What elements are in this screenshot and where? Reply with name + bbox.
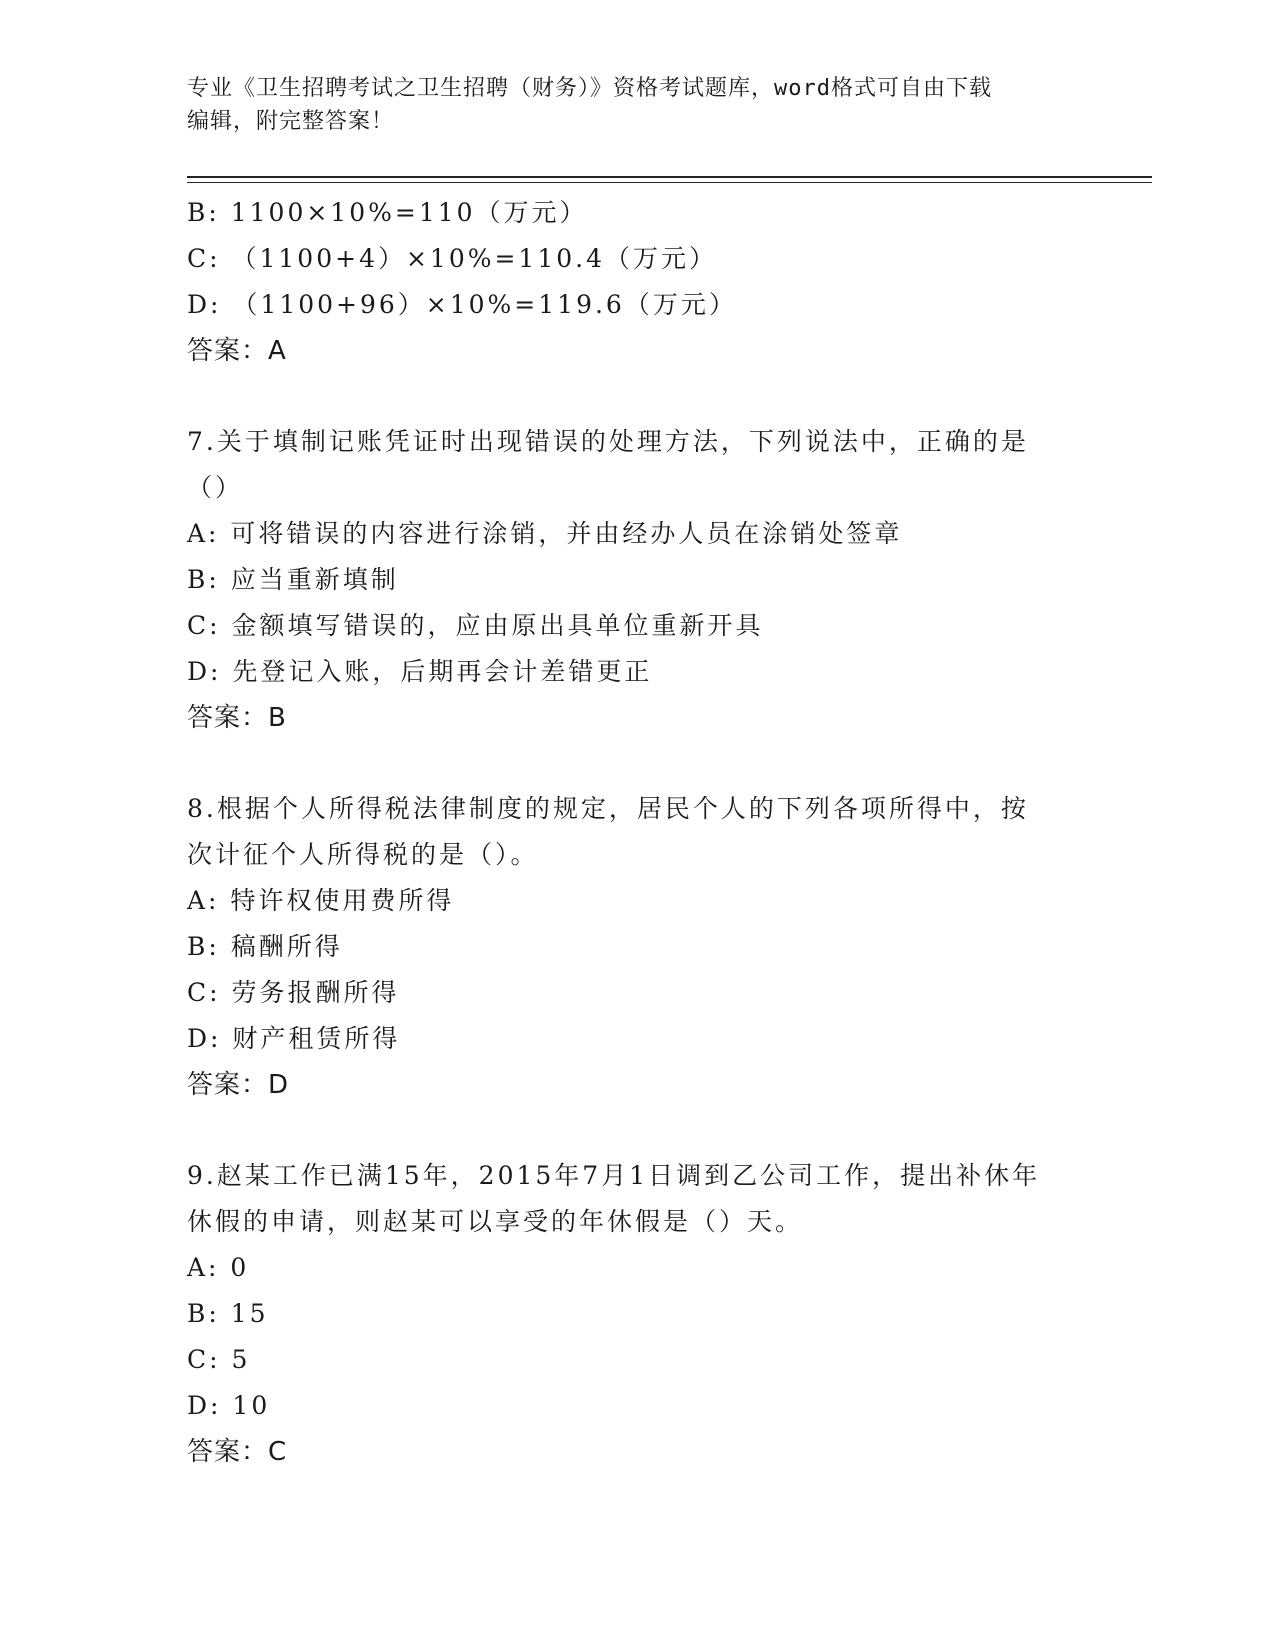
question-content [187, 190, 1087, 1475]
q7-question-line-1: 7.关于填制记账凭证时出现错误的处理方法，下列说法中，正确的是 [187, 427, 1029, 456]
q9-option-b: B: 15 [187, 1299, 269, 1328]
header-line-2: 编辑，附完整答案！ [187, 109, 395, 134]
q9-question-line-2: 休假的申请，则赵某可以享受的年休假是（）天。 [187, 1207, 804, 1236]
spacer [187, 741, 1087, 786]
q9-option-c: C: 5 [187, 1345, 251, 1374]
question-7 [187, 419, 1087, 741]
q6-option-b: B: 1100×10%=110（万元） [187, 198, 588, 227]
spacer [187, 1108, 1087, 1153]
q8-option-d: D: 财产租赁所得 [187, 1024, 401, 1053]
q9-option-d: D: 10 [187, 1391, 271, 1420]
q8-option-a: A: 特许权使用费所得 [187, 886, 455, 915]
q9-question-line-1: 9.赵某工作已满15年，2015年7月1日调到乙公司工作，提出补休年 [187, 1161, 1041, 1190]
q7-option-a: A: 可将错误的内容进行涂销，并由经办人员在涂销处签章 [187, 519, 903, 548]
header-divider-thin [187, 182, 1152, 183]
q6-answer: 答案：A [187, 336, 287, 366]
header-line-1: 专业《卫生招聘考试之卫生招聘（财务）》资格考试题库，word格式可自由下载 [187, 76, 992, 101]
q7-answer: 答案：B [187, 703, 287, 733]
header-divider-thick [187, 176, 1152, 178]
question-8 [187, 786, 1087, 1108]
q7-option-d: D: 先登记入账，后期再会计差错更正 [187, 657, 653, 686]
document-header [187, 72, 1087, 138]
q8-option-b: B: 稿酬所得 [187, 932, 343, 961]
q7-option-b: B: 应当重新填制 [187, 565, 399, 594]
question-6 [187, 190, 1087, 374]
q9-option-a: A: 0 [187, 1253, 250, 1282]
q6-option-c: C: （1100+4）×10%=110.4（万元） [187, 244, 718, 273]
q8-answer: 答案：D [187, 1070, 290, 1100]
q8-question-line-1: 8.根据个人所得税法律制度的规定，居民个人的下列各项所得中，按 [187, 794, 1029, 823]
q6-option-d: D: （1100+96）×10%=119.6（万元） [187, 290, 737, 319]
q7-question-line-2: （） [187, 473, 244, 502]
question-9 [187, 1153, 1087, 1475]
q8-option-c: C: 劳务报酬所得 [187, 978, 400, 1007]
q8-question-line-2: 次计征个人所得税的是（）。 [187, 840, 539, 869]
q9-answer: 答案：C [187, 1437, 288, 1467]
spacer [187, 374, 1087, 419]
q7-option-c: C: 金额填写错误的，应由原出具单位重新开具 [187, 611, 764, 640]
